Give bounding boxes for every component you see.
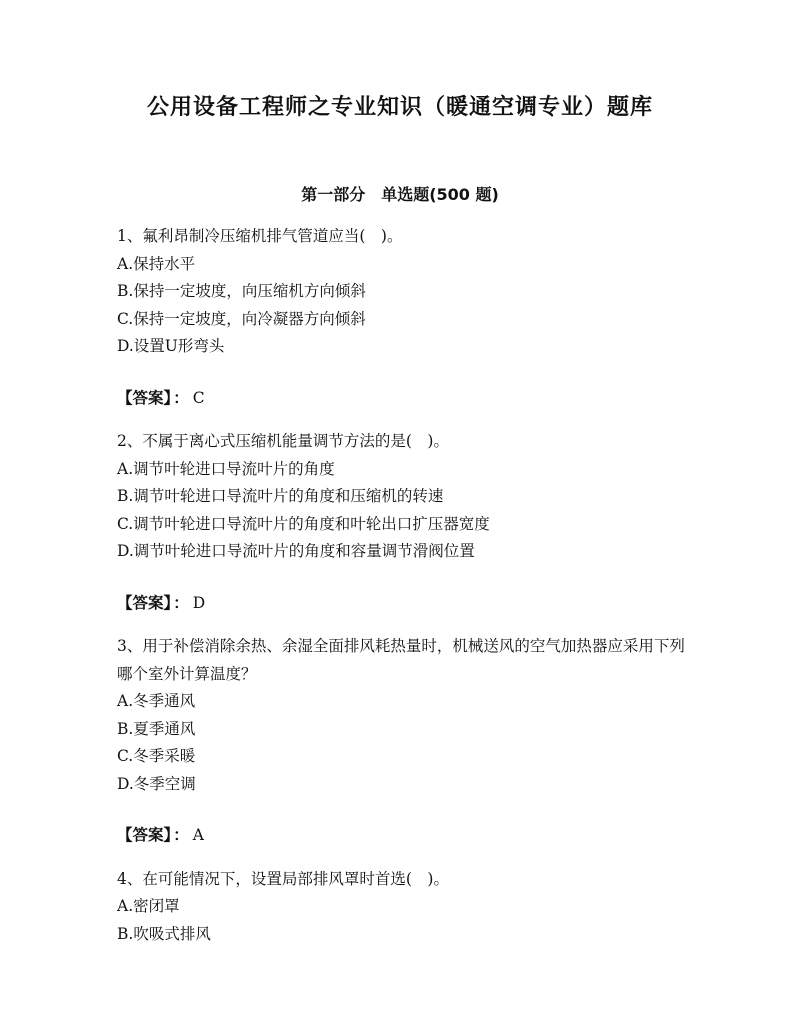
answer-label: 【答案】 [117,593,172,612]
answer-value: A [192,826,204,844]
option-b: B.保持一定坡度，向压缩机方向倾斜 [117,282,366,300]
section-title: 第一部分 单选题(500 题) [301,185,499,204]
question-4 [117,866,687,949]
question-stem: 4、在可能情况下，设置局部排风罩时首选( )。 [117,869,449,888]
answer-label: 【答案】 [117,826,172,844]
answer-3 [117,822,687,850]
option-b: B.夏季通风 [117,719,196,738]
question-2 [117,428,687,566]
question-1 [117,223,687,361]
option-d: D.设置U形弯头 [117,337,225,355]
option-b: B.调节叶轮进口导流叶片的角度和压缩机的转速 [117,487,444,505]
option-b: B.吹吸式排风 [117,924,211,943]
option-a: A.冬季通风 [117,692,196,710]
option-a: A.调节叶轮进口导流叶片的角度 [117,459,335,478]
option-c: C.保持一定坡度，向冷凝器方向倾斜 [117,309,366,328]
option-d: D.冬季空调 [117,774,196,793]
question-3 [117,633,687,798]
option-d: D.调节叶轮进口导流叶片的角度和容量调节滑阀位置 [117,542,475,560]
question-stem: 3、用于补偿消除余热、余湿全面排风耗热量时，机械送风的空气加热器应采用下列哪个室外计算温度？ [117,637,685,683]
answer-separator: ： [173,826,189,844]
answer-value: C [192,388,205,407]
question-stem: 1、氟利昂制冷压缩机排气管道应当( )。 [117,227,403,245]
answer-separator: ： [173,593,189,612]
answer-separator: ： [173,388,189,407]
answer-label: 【答案】 [117,388,172,407]
question-stem: 2、不属于离心式压缩机能量调节方法的是( )。 [117,432,449,450]
option-a: A.密闭罩 [117,897,180,915]
option-c: C.调节叶轮进口导流叶片的角度和叶轮出口扩压器宽度 [117,514,490,533]
answer-value: D [192,593,206,612]
document-title: 公用设备工程师之专业知识（暖通空调专业）题库 [146,95,653,120]
option-c: C.冬季采暖 [117,747,196,765]
answer-1 [117,385,687,413]
question-list [117,223,687,948]
answer-2 [117,590,687,618]
option-a: A.保持水平 [117,254,196,273]
